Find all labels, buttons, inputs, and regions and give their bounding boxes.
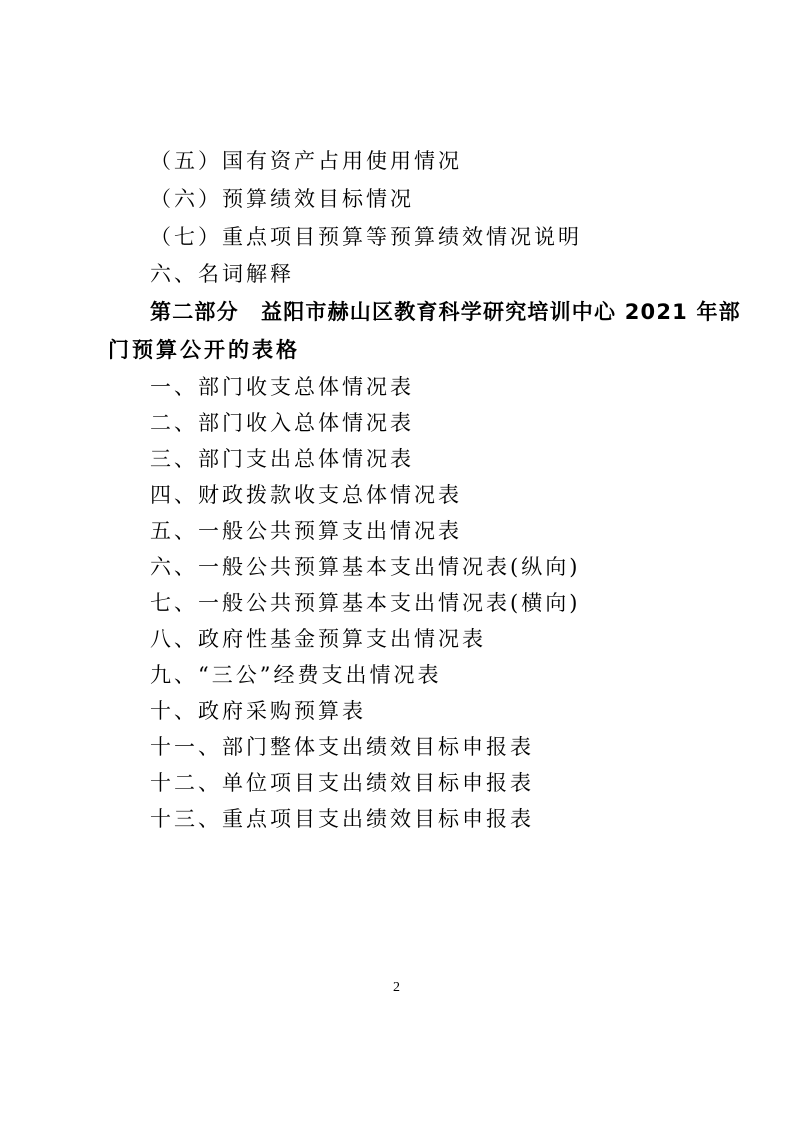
table-list-item: 十一、部门整体支出绩效目标申报表 [150,735,534,759]
table-list-item: 六、一般公共预算基本支出情况表(纵向) [150,555,581,579]
table-list-item: 七、一般公共预算基本支出情况表(横向) [150,591,581,615]
part-two-heading-line1: 第二部分 益阳市赫山区教育科学研究培训中心 2021 年部 [150,300,741,324]
table-list-item: 八、政府性基金预算支出情况表 [150,627,486,651]
toc-item-performance-targets: （六）预算绩效目标情况 [150,187,414,211]
table-list-item: 十、政府采购预算表 [150,699,366,723]
table-list-item: 九、“三公”经费支出情况表 [150,663,442,687]
table-list-item: 四、财政拨款收支总体情况表 [150,483,462,507]
page-number: 2 [393,980,400,995]
part-two-heading-line2: 门预算公开的表格 [108,338,300,362]
toc-item-key-projects: （七）重点项目预算等预算绩效情况说明 [150,225,582,249]
table-list-item: 二、部门收入总体情况表 [150,411,414,435]
table-list-item: 一、部门收支总体情况表 [150,375,414,399]
table-list-item: 五、一般公共预算支出情况表 [150,519,462,543]
table-list-item: 三、部门支出总体情况表 [150,447,414,471]
toc-item-state-assets: （五）国有资产占用使用情况 [150,149,462,173]
table-list-item: 十三、重点项目支出绩效目标申报表 [150,807,534,831]
toc-item-glossary: 六、名词解释 [150,262,294,286]
table-list-item: 十二、单位项目支出绩效目标申报表 [150,771,534,795]
